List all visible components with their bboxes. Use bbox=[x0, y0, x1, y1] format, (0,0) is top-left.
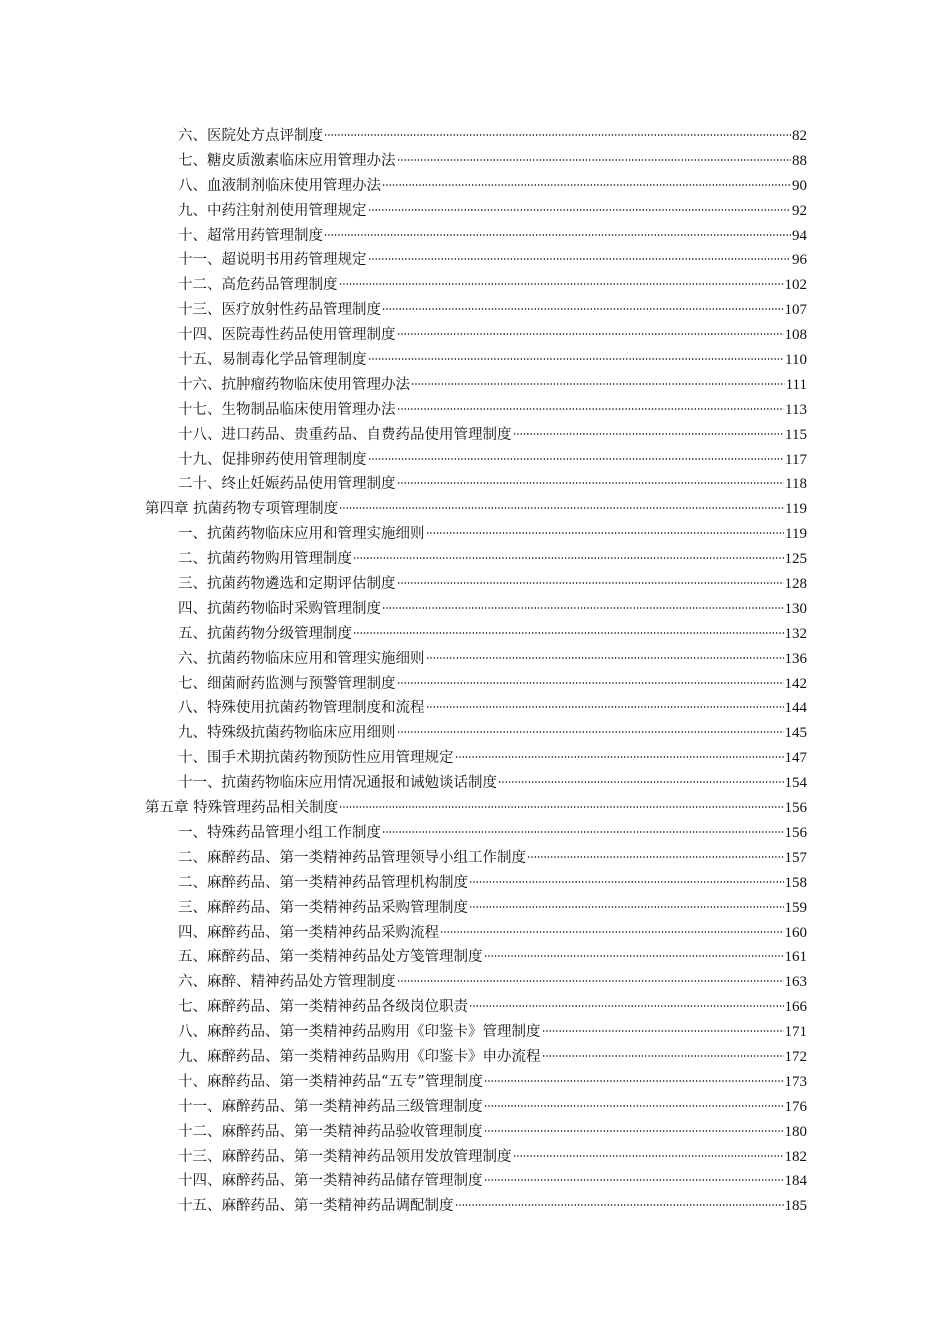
toc-entry-page-number: 130 bbox=[784, 600, 807, 617]
toc-entry-title: 十四、麻醉药品、第一类精神药品储存管理制度 bbox=[178, 1173, 483, 1190]
toc-section-entry[interactable] bbox=[145, 273, 807, 298]
toc-entry-page-number: 82 bbox=[792, 128, 807, 144]
toc-entry-title: 第四章 抗菌药物专项管理制度 bbox=[145, 501, 339, 518]
toc-dot-leader bbox=[542, 1029, 784, 1033]
toc-entry-page-number: 113 bbox=[785, 401, 807, 418]
toc-entry-page-number: 159 bbox=[784, 899, 807, 916]
toc-entry-title: 七、麻醉药品、第一类精神药品各级岗位职责 bbox=[178, 999, 468, 1016]
toc-chapter-entry[interactable] bbox=[145, 497, 807, 522]
toc-entry-title: 十五、易制毒化学品管理制度 bbox=[178, 352, 367, 369]
toc-entry-page-number: 111 bbox=[785, 376, 807, 393]
toc-dot-leader bbox=[484, 1129, 784, 1133]
toc-entry-title: 十一、抗菌药物临床应用情况通报和诫勉谈话制度 bbox=[178, 775, 497, 792]
toc-entry-page-number: 156 bbox=[784, 800, 807, 817]
toc-entry-title: 十、超常用药管理制度 bbox=[178, 227, 323, 244]
toc-entry-title: 一、特殊药品管理小组工作制度 bbox=[178, 824, 381, 841]
toc-dot-leader bbox=[368, 257, 792, 261]
toc-dot-leader bbox=[397, 158, 792, 162]
toc-dot-leader bbox=[324, 233, 791, 237]
toc-section-entry[interactable] bbox=[145, 1070, 807, 1095]
toc-section-entry[interactable] bbox=[145, 348, 807, 373]
toc-entry-page-number: 166 bbox=[784, 999, 807, 1016]
toc-dot-leader bbox=[368, 357, 785, 361]
toc-section-entry[interactable] bbox=[145, 821, 807, 846]
toc-section-entry[interactable] bbox=[145, 423, 807, 448]
toc-entry-page-number: 128 bbox=[784, 576, 807, 593]
toc-dot-leader bbox=[397, 730, 784, 734]
toc-dot-leader bbox=[469, 880, 784, 884]
toc-entry-title: 四、抗菌药物临时采购管理制度 bbox=[178, 600, 381, 617]
toc-entry-title: 十一、超说明书用药管理规定 bbox=[178, 252, 367, 269]
toc-entry-page-number: 142 bbox=[784, 675, 807, 692]
toc-section-entry[interactable] bbox=[145, 746, 807, 771]
toc-dot-leader bbox=[397, 681, 784, 685]
toc-section-entry[interactable] bbox=[145, 1020, 807, 1045]
toc-entry-page-number: 117 bbox=[785, 451, 807, 468]
toc-section-entry[interactable] bbox=[145, 199, 807, 224]
toc-entry-page-number: 88 bbox=[792, 152, 807, 169]
toc-section-entry[interactable] bbox=[145, 871, 807, 896]
toc-entry-title: 十七、生物制品临床使用管理办法 bbox=[178, 401, 396, 418]
toc-entry-title: 三、麻醉药品、第一类精神药品采购管理制度 bbox=[178, 899, 468, 916]
toc-entry-title: 二、麻醉药品、第一类精神药品管理机构制度 bbox=[178, 874, 468, 891]
toc-chapter-entry[interactable] bbox=[145, 796, 807, 821]
toc-section-entry[interactable] bbox=[145, 995, 807, 1020]
toc-entry-page-number: 161 bbox=[784, 949, 807, 966]
toc-section-entry[interactable] bbox=[145, 721, 807, 746]
toc-entry-page-number: 182 bbox=[784, 1148, 807, 1165]
toc-entry-page-number: 125 bbox=[784, 551, 807, 568]
toc-section-entry[interactable] bbox=[145, 1120, 807, 1145]
toc-dot-leader bbox=[397, 407, 785, 411]
toc-entry-page-number: 160 bbox=[784, 924, 807, 941]
toc-dot-leader bbox=[455, 755, 784, 759]
toc-section-entry[interactable] bbox=[145, 572, 807, 597]
toc-entry-page-number: 157 bbox=[784, 849, 807, 866]
toc-section-entry[interactable] bbox=[145, 224, 807, 249]
toc-entry-title: 九、麻醉药品、第一类精神药品购用《印鉴卡》申办流程 bbox=[178, 1048, 541, 1065]
toc-dot-leader bbox=[382, 606, 784, 610]
toc-entry-title: 十四、医院毒性药品使用管理制度 bbox=[178, 327, 396, 344]
toc-dot-leader bbox=[513, 1154, 784, 1158]
toc-entry-page-number: 158 bbox=[784, 874, 807, 891]
toc-section-entry[interactable] bbox=[145, 921, 807, 946]
toc-entry-title: 五、麻醉药品、第一类精神药品处方笺管理制度 bbox=[178, 949, 483, 966]
toc-section-entry[interactable] bbox=[145, 647, 807, 672]
toc-section-entry[interactable] bbox=[145, 1194, 807, 1219]
toc-section-entry[interactable] bbox=[145, 472, 807, 497]
toc-entry-page-number: 107 bbox=[784, 302, 807, 319]
toc-dot-leader bbox=[542, 1054, 784, 1058]
toc-entry-title: 九、特殊级抗菌药物临床应用细则 bbox=[178, 725, 396, 742]
toc-entry-title: 五、抗菌药物分级管理制度 bbox=[178, 625, 352, 642]
toc-dot-leader bbox=[382, 183, 791, 187]
toc-entry-page-number: 110 bbox=[785, 352, 807, 369]
toc-entry-page-number: 136 bbox=[784, 650, 807, 667]
toc-dot-leader bbox=[397, 581, 784, 585]
toc-entry-title: 十一、麻醉药品、第一类精神药品三级管理制度 bbox=[178, 1098, 483, 1115]
toc-dot-leader bbox=[368, 208, 792, 212]
toc-entry-title: 十二、高危药品管理制度 bbox=[178, 277, 338, 294]
toc-section-entry[interactable] bbox=[145, 597, 807, 622]
toc-entry-title: 一、抗菌药物临床应用和管理实施细则 bbox=[178, 526, 425, 543]
toc-entry-title: 六、医院处方点评制度 bbox=[178, 128, 323, 144]
toc-dot-leader bbox=[324, 133, 791, 137]
toc-section-entry[interactable] bbox=[145, 1045, 807, 1070]
toc-entry-page-number: 171 bbox=[784, 1024, 807, 1041]
toc-section-entry[interactable] bbox=[145, 945, 807, 970]
toc-entry-title: 二、麻醉药品、第一类精神药品管理领导小组工作制度 bbox=[178, 849, 526, 866]
toc-entry-page-number: 180 bbox=[784, 1123, 807, 1140]
toc-dot-leader bbox=[484, 1178, 784, 1182]
toc-dot-leader bbox=[353, 631, 784, 635]
toc-entry-page-number: 92 bbox=[792, 202, 807, 219]
toc-entry-page-number: 118 bbox=[785, 476, 807, 493]
toc-dot-leader bbox=[353, 556, 784, 560]
toc-dot-leader bbox=[426, 656, 784, 660]
toc-dot-leader bbox=[397, 332, 784, 336]
toc-entry-title: 七、糖皮质激素临床应用管理办法 bbox=[178, 152, 396, 169]
toc-dot-leader bbox=[498, 780, 784, 784]
toc-section-entry[interactable] bbox=[145, 696, 807, 721]
toc-dot-leader bbox=[484, 954, 784, 958]
toc-section-entry[interactable] bbox=[145, 174, 807, 199]
toc-section-entry[interactable] bbox=[145, 298, 807, 323]
toc-entry-title: 六、麻醉、精神药品处方管理制度 bbox=[178, 974, 396, 991]
toc-section-entry[interactable] bbox=[145, 771, 807, 796]
toc-section-entry[interactable] bbox=[145, 398, 807, 423]
table-of-contents bbox=[145, 124, 807, 1219]
toc-entry-page-number: 132 bbox=[784, 625, 807, 642]
toc-section-entry[interactable] bbox=[145, 1095, 807, 1120]
toc-section-entry[interactable] bbox=[145, 1169, 807, 1194]
toc-section-entry[interactable] bbox=[145, 547, 807, 572]
toc-entry-title: 十、围手术期抗菌药物预防性应用管理规定 bbox=[178, 750, 454, 767]
toc-section-entry[interactable] bbox=[145, 323, 807, 348]
toc-entry-title: 八、麻醉药品、第一类精神药品购用《印鉴卡》管理制度 bbox=[178, 1024, 541, 1041]
toc-dot-leader bbox=[513, 432, 785, 436]
toc-dot-leader bbox=[527, 855, 784, 859]
toc-entry-title: 八、血液制剂临床使用管理办法 bbox=[178, 177, 381, 194]
toc-dot-leader bbox=[339, 805, 783, 809]
toc-dot-leader bbox=[397, 481, 785, 485]
toc-dot-leader bbox=[426, 705, 784, 709]
toc-entry-title: 七、细菌耐药监测与预警管理制度 bbox=[178, 675, 396, 692]
toc-dot-leader bbox=[397, 979, 784, 983]
toc-section-entry[interactable] bbox=[145, 622, 807, 647]
toc-entry-page-number: 163 bbox=[784, 974, 807, 991]
toc-entry-title: 二十、终止妊娠药品使用管理制度 bbox=[178, 476, 396, 493]
toc-dot-leader bbox=[440, 930, 784, 934]
toc-entry-page-number: 90 bbox=[792, 177, 807, 194]
toc-section-entry[interactable] bbox=[145, 846, 807, 871]
toc-entry-title: 十二、麻醉药品、第一类精神药品验收管理制度 bbox=[178, 1123, 483, 1140]
toc-entry-page-number: 154 bbox=[784, 775, 807, 792]
toc-entry-title: 第五章 特殊管理药品相关制度 bbox=[145, 800, 339, 817]
toc-dot-leader bbox=[455, 1203, 784, 1207]
toc-entry-page-number: 144 bbox=[784, 700, 807, 717]
toc-section-entry[interactable] bbox=[145, 970, 807, 995]
toc-section-entry[interactable] bbox=[145, 1145, 807, 1170]
toc-entry-page-number: 173 bbox=[784, 1073, 807, 1090]
toc-entry-title: 十、麻醉药品、第一类精神药品“五专”管理制度 bbox=[178, 1073, 483, 1090]
toc-entry-page-number: 176 bbox=[784, 1098, 807, 1115]
toc-entry-title: 二、抗菌药物购用管理制度 bbox=[178, 551, 352, 568]
toc-dot-leader bbox=[469, 905, 784, 909]
toc-entry-title: 八、特殊使用抗菌药物管理制度和流程 bbox=[178, 700, 425, 717]
toc-entry-title: 十三、医疗放射性药品管理制度 bbox=[178, 302, 381, 319]
toc-entry-page-number: 94 bbox=[792, 227, 807, 244]
toc-entry-page-number: 145 bbox=[784, 725, 807, 742]
toc-entry-title: 十六、抗肿瘤药物临床使用管理办法 bbox=[178, 376, 410, 393]
toc-entry-page-number: 102 bbox=[784, 277, 807, 294]
toc-section-entry[interactable] bbox=[145, 373, 807, 398]
toc-section-entry[interactable] bbox=[145, 896, 807, 921]
toc-entry-title: 十九、促排卵药使用管理制度 bbox=[178, 451, 367, 468]
toc-entry-page-number: 184 bbox=[784, 1173, 807, 1190]
toc-entry-title: 九、中药注射剂使用管理规定 bbox=[178, 202, 367, 219]
toc-entry-title: 十三、麻醉药品、第一类精神药品领用发放管理制度 bbox=[178, 1148, 512, 1165]
toc-dot-leader bbox=[339, 506, 784, 510]
toc-section-entry[interactable] bbox=[145, 522, 807, 547]
toc-dot-leader bbox=[368, 457, 785, 461]
toc-entry-title: 十八、进口药品、贵重药品、自费药品使用管理制度 bbox=[178, 426, 512, 443]
toc-entry-page-number: 156 bbox=[784, 824, 807, 841]
toc-entry-title: 四、麻醉药品、第一类精神药品采购流程 bbox=[178, 924, 439, 941]
toc-dot-leader bbox=[411, 382, 785, 386]
toc-entry-page-number: 115 bbox=[785, 426, 807, 443]
toc-section-entry[interactable] bbox=[145, 448, 807, 473]
toc-dot-leader bbox=[484, 1104, 784, 1108]
toc-entry-page-number: 108 bbox=[784, 327, 807, 344]
toc-entry-page-number: 147 bbox=[784, 750, 807, 767]
toc-entry-title: 三、抗菌药物遴选和定期评估制度 bbox=[178, 576, 396, 593]
toc-entry-page-number: 119 bbox=[785, 501, 807, 518]
toc-entry-page-number: 96 bbox=[792, 252, 807, 269]
toc-entry-title: 十五、麻醉药品、第一类精神药品调配制度 bbox=[178, 1198, 454, 1215]
toc-section-entry[interactable] bbox=[145, 248, 807, 273]
toc-section-entry[interactable] bbox=[145, 672, 807, 697]
toc-dot-leader bbox=[382, 830, 784, 834]
toc-dot-leader bbox=[339, 282, 784, 286]
toc-dot-leader bbox=[382, 307, 784, 311]
toc-dot-leader bbox=[426, 531, 785, 535]
toc-dot-leader bbox=[469, 1004, 784, 1008]
toc-section-entry[interactable] bbox=[145, 124, 807, 149]
toc-dot-leader bbox=[484, 1079, 784, 1083]
toc-entry-page-number: 119 bbox=[785, 526, 807, 543]
toc-entry-page-number: 172 bbox=[784, 1048, 807, 1065]
toc-section-entry[interactable] bbox=[145, 149, 807, 174]
toc-entry-title: 六、抗菌药物临床应用和管理实施细则 bbox=[178, 650, 425, 667]
toc-entry-page-number: 185 bbox=[784, 1198, 807, 1215]
